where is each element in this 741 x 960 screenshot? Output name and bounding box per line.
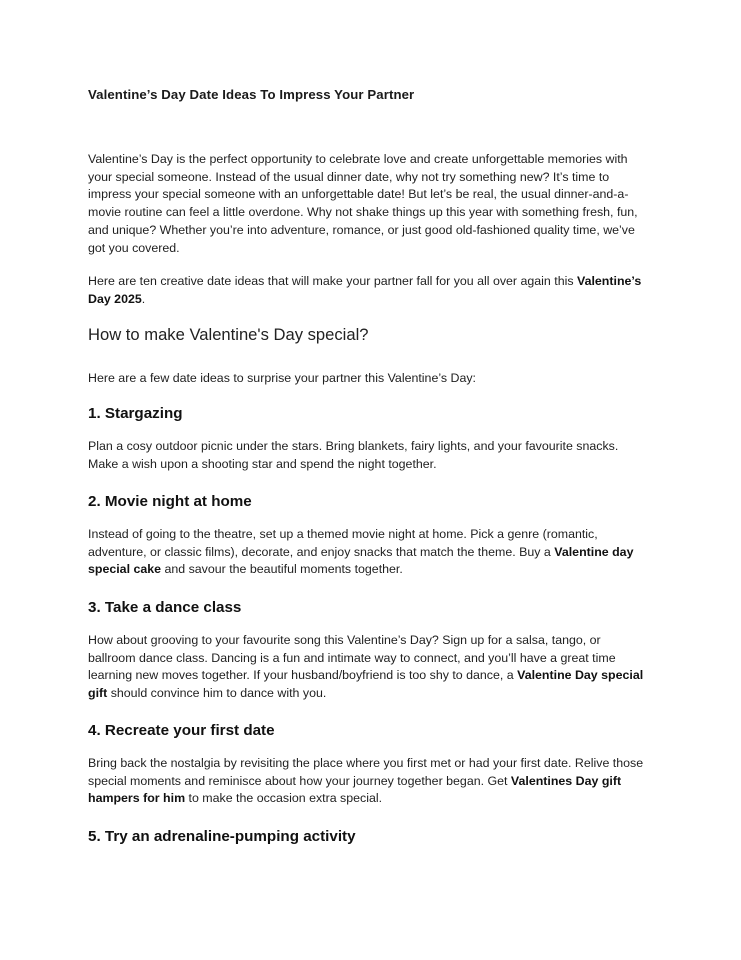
idea-heading: 5. Try an adrenaline-pumping activity	[88, 828, 356, 845]
idea-body	[88, 755, 648, 808]
idea-heading: 3. Take a dance class	[88, 599, 242, 616]
idea-link-text: Valentines Day gift hampers for him	[88, 773, 622, 806]
idea-body-text: should convince him to dance with you.	[107, 686, 327, 701]
idea-body-text: and savour the beautiful moments together.	[161, 562, 403, 577]
lead-end: .	[141, 291, 146, 306]
intro-paragraph: Valentine’s Day is the perfect opportunity to celebrate love and create unforgettable memories with your special someone. Instead of the usual dinner date, why not try something new? It’s time to impress your special someone with an unforgettable date! But let’s be real, the usual dinner-and-a-movie routine can feel a little overdone. Why not shake things up this year with something fresh, fun, and unique? Whether you’re into adventure, romance, or just good old-fashioned quality time, we’ve got you covered.	[88, 152, 638, 255]
idea-body-text: How about grooving to your favourite song this Valentine’s Day? Sign up for a salsa, tango, or ballroom dance class. Dancing is a fun and intimate way to connect, and you’ll have a great time learning new moves together. If your husband/boyfriend is too shy to dance, a	[88, 633, 616, 683]
lead-paragraph	[88, 273, 648, 308]
section-intro: Here are a few date ideas to surprise your partner this Valentine’s Day:	[88, 371, 476, 385]
section-heading: How to make Valentine's Day special?	[88, 325, 369, 344]
lead-text: Here are ten creative date ideas that will make your partner fall for you all over again this	[88, 274, 577, 288]
idea-body	[88, 526, 648, 579]
idea-link-text: Valentine Day special gift	[88, 668, 644, 701]
lead-bold: Valentine’s Day 2025	[88, 274, 642, 306]
document-title: Valentine’s Day Date Ideas To Impress Your Partner	[88, 87, 415, 102]
idea-heading: 1. Stargazing	[88, 405, 183, 422]
idea-body-text: Instead of going to the theatre, set up a themed movie night at home. Pick a genre (romantic, adventure, or classic films), decorate, and enjoy snacks that match the theme. Buy a	[88, 527, 598, 559]
idea-body: Plan a cosy outdoor picnic under the stars. Bring blankets, fairy lights, and your favourite snacks. Make a wish upon a shooting star and spend the night together.	[88, 439, 619, 471]
idea-body-text: to make the occasion extra special.	[185, 791, 383, 806]
idea-body	[88, 632, 648, 703]
idea-link-text: Valentine day special cake	[88, 544, 634, 577]
idea-heading: 2. Movie night at home	[88, 493, 252, 510]
idea-heading: 4. Recreate your first date	[88, 722, 275, 739]
idea-body-text: Bring back the nostalgia by revisiting the place where you first met or had your first date. Relive those special moments and reminisce about how your journey together began. Get	[88, 756, 644, 788]
